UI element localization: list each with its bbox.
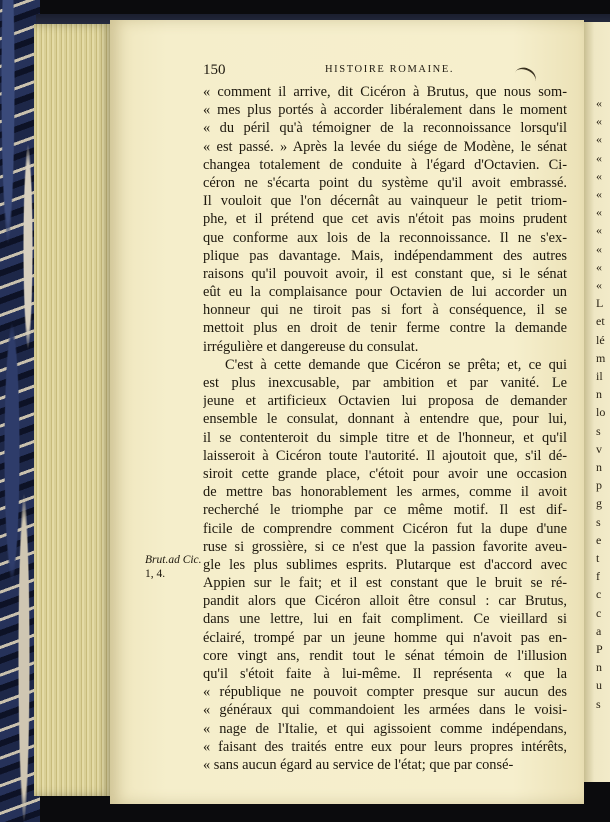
facing-page-fragment: v	[596, 441, 602, 456]
facing-page-fragment: a	[596, 623, 602, 638]
facing-page-fragment: c	[596, 605, 602, 620]
text-line: que conforme aux lois de la reconnoissance. Il ne s'ex-	[203, 229, 567, 246]
running-title: HISTOIRE ROMAINE.	[325, 64, 455, 75]
text-line: Appien sur le fait; et il est constant que le bruit se ré-	[203, 575, 567, 592]
facing-page-fragment: f	[596, 569, 600, 584]
text-line: honneur qui ne tiroit pas si fort à conséquence, il se	[203, 302, 567, 319]
text-line: qu'il s'étoit faite à lui-même. Il représenta « que la	[203, 666, 567, 682]
facing-page-fragment: t	[596, 551, 600, 565]
facing-page-fragment: g	[596, 496, 602, 511]
facing-page-fragment: «	[596, 150, 602, 165]
text-line: « république ne pouvoit compter presque sur aucun des	[203, 684, 567, 701]
facing-page-fragment: «	[596, 168, 602, 183]
text-line: est plus inexcusable, par ambition et par vanité. Le	[203, 375, 567, 391]
text-line: « sans aucun égard au service de l'état; que par consé-	[203, 756, 514, 773]
facing-page-fragment: «	[596, 187, 602, 201]
text-line: core vingt ans, rendit tout le sénat témoin de l'illusion	[203, 647, 567, 664]
facing-page-fragment: et	[596, 314, 605, 329]
text-line: phe, et il prétend que cet avis n'étoit pas moins prudent	[203, 211, 567, 228]
text-line: « mes plus portés à accorder libéralement dans le moment	[203, 102, 567, 119]
text-line: « généraux qui commandoient les armées dans le voisi-	[203, 702, 567, 719]
text-line: pandit alors que Cicéron alloit être consul : car Brutus,	[203, 593, 567, 610]
text-line: céron ne s'écarta point du système qu'il avoit embrassé.	[203, 174, 567, 191]
body-text	[203, 83, 567, 774]
facing-page-fragment: m	[596, 350, 606, 365]
text-line: changea totalement de conduite à l'égard d'Octavien. Ci-	[203, 156, 567, 173]
facing-page-fragment: P	[596, 642, 603, 656]
facing-page-fragment: «	[596, 96, 602, 110]
text-line: eût eu la complaisance pour Octavien de lui accorder un	[203, 284, 567, 301]
text-line: « est passé. » Après la levée du siége de Modène, le sénat	[203, 138, 567, 155]
text-line: « du péril qu'à témoigner de la reconnoissance lorsqu'il	[203, 120, 567, 137]
text-line: plique pas davantage. Mais, indépendamment des autres	[203, 247, 567, 264]
facing-page-fragment: «	[596, 223, 602, 238]
text-line: ficile de comprendre comment Cicéron fut la dupe d'une	[203, 520, 567, 537]
margin-note-location: 1, 4.	[145, 568, 166, 580]
text-line: laisseroit à Cicéron toute l'autorité. Il ajoutoit que, s'il dé-	[203, 447, 567, 464]
text-line: recherché le triomphe par ce même motif. Il est dif-	[203, 502, 567, 519]
margin-note	[145, 553, 207, 581]
facing-page-fragment: n	[596, 387, 602, 402]
text-line: « comment il arrive, dit Cicéron à Brutus, que nous som-	[203, 84, 567, 100]
text-line: « faisant des traités entre eux pour leurs propres intérêts,	[203, 738, 567, 755]
facing-page-fragment: u	[596, 678, 602, 693]
text-line: éclairé, trompé par un jeune homme qui n'avoit pas en-	[203, 629, 567, 646]
facing-page-fragment: p	[596, 478, 602, 493]
facing-page-fragment: s	[596, 696, 601, 711]
facing-page-fragment: «	[596, 259, 602, 274]
page-number: 150	[203, 62, 226, 78]
text-line: raisons qu'il pouvoit avoir, il est constant que, si le sénat	[203, 265, 567, 282]
facing-page-fragment: s	[596, 423, 601, 438]
facing-page-fragment: «	[596, 205, 602, 220]
facing-page-fragment: il	[596, 369, 603, 383]
text-line: il se contenteroit du simple titre et de l'honneur, et qu'il	[203, 429, 567, 446]
text-line: ruse si grossière, si ce n'est que la passion favorite aveu-	[203, 538, 567, 555]
facing-page-fragment: e	[596, 532, 602, 547]
text-line: de mettre bas honorablement les armes, comme il avoit	[203, 484, 567, 501]
facing-page-fragment: s	[596, 514, 601, 529]
facing-page-fragment: L	[596, 296, 604, 311]
facing-page-fragment: «	[596, 114, 602, 129]
text-line: mettoit plus en droit de tenir ferme contre la demande	[203, 320, 567, 337]
text-line: siroit cette grande place, c'étoit pour avoir une occasion	[203, 465, 567, 482]
text-line: irrégulière et dangereuse du consulat.	[203, 338, 419, 355]
facing-page-fragment: c	[596, 587, 602, 602]
text-line: C'est à cette demande que Cicéron se prêta; et, ce qui	[225, 356, 567, 373]
margin-note-title: Brut.ad Cic.	[145, 554, 202, 566]
facing-page-fragment: n	[596, 460, 602, 474]
text-line: Il vouloit que l'on décernât au vainqueur le petit triom-	[203, 193, 567, 210]
facing-page-fragment: lo	[596, 405, 606, 420]
facing-page-fragment: n	[596, 660, 602, 675]
facing-page-fragment: «	[596, 132, 602, 147]
facing-page-fragment: «	[596, 241, 602, 256]
text-line: jeune et artificieux Octavien lui proposa de demander	[203, 393, 567, 410]
text-line: « nage de l'Italie, et qui agissoient comme indépendans,	[203, 720, 567, 737]
facing-page-fragment: lé	[596, 332, 605, 347]
facing-page-fragment: «	[596, 278, 602, 292]
text-line: ensemble le consulat, donnant à entendre que, pour lui,	[203, 411, 567, 428]
page-edges	[34, 24, 112, 796]
text-line: dans une lettre, lui en fait compliment. Ce vieillard si	[203, 611, 567, 628]
text-line: gle les plus sublimes esprits. Plutarque est d'accord avec	[203, 556, 567, 573]
